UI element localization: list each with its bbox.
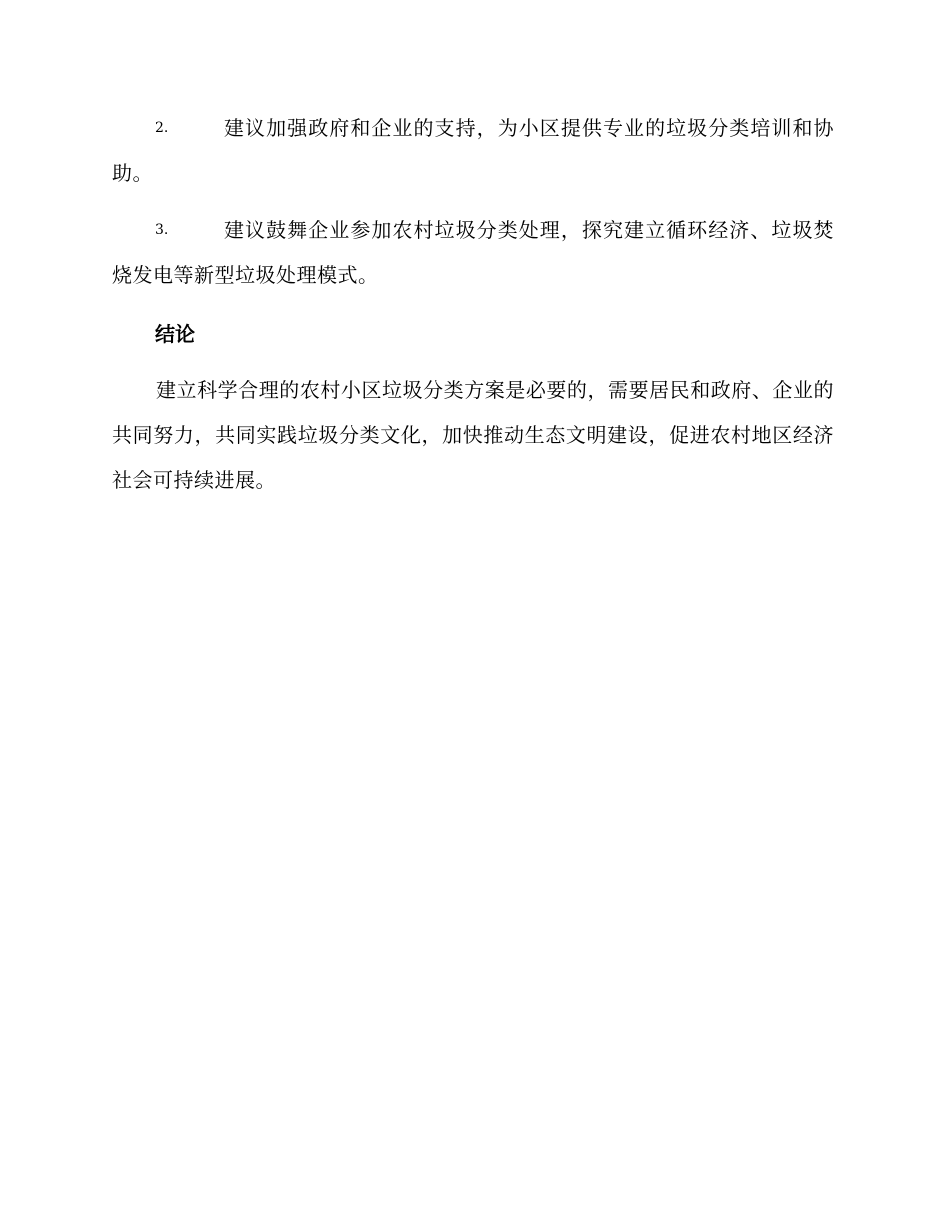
list-item-number: 3. — [155, 222, 169, 238]
list-item — [112, 208, 834, 298]
list-item-text: 建议鼓舞企业参加农村垃圾分类处理，探究建立循环经济、垃圾焚烧发电等新型垃圾处理模式。 — [112, 218, 834, 287]
list-item-number: 2. — [155, 120, 169, 136]
conclusion-paragraph: 建立科学合理的农村小区垃圾分类方案是必要的，需要居民和政府、企业的共同努力，共同实践垃圾分类文化，加快推动生态文明建设，促进农村地区经济社会可持续进展。 — [112, 378, 834, 492]
list-item — [112, 106, 834, 196]
section-heading: 结论 — [155, 322, 195, 346]
list-item-text: 建议加强政府和企业的支持，为小区提供专业的垃圾分类培训和协助。 — [112, 116, 834, 185]
